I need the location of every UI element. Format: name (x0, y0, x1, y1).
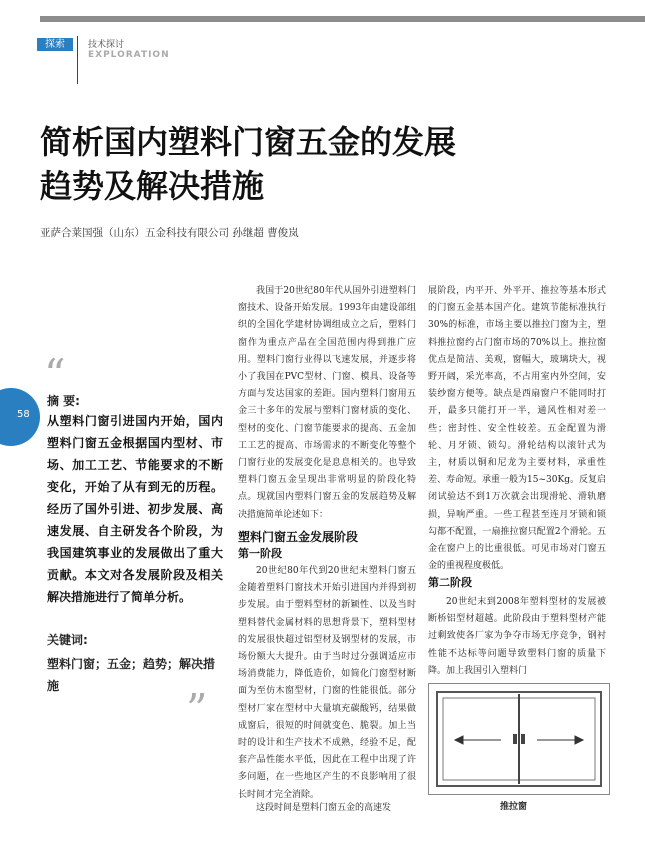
sliding-window-figure (428, 683, 610, 795)
page-number: 58 (17, 409, 30, 420)
open-quote-icon: “ (44, 350, 66, 399)
abstract-label: 摘 要: (47, 394, 80, 408)
authors: 亚萨合莱国强（山东）五金科技有限公司 孙继超 曹俊岚 (40, 227, 299, 239)
article-title (40, 120, 610, 208)
title-line-2: 趋势及解决措施 (40, 167, 265, 205)
header-divider (77, 36, 78, 84)
body-intro (238, 283, 416, 524)
slide-left-arrow (455, 736, 501, 744)
stage1-heading: 第一阶段 (238, 547, 282, 560)
keywords-text: 塑料门窗；五金；趋势；解决措施 (47, 657, 216, 693)
section-heading: 塑料门窗五金发展阶段 (238, 530, 359, 544)
stage1-cont-paragraph: 这段时间是塑料门窗五金的高速发 (256, 803, 392, 813)
stage2-paragraph: 20世纪末到2008年塑料型材的发展被断桥铝型材超越。此阶段由于塑料型材产能过剩致使各厂家为争夺市场无序竞争，钢衬性能不达标等问题导致塑料门窗的质量下降。加上我国引入塑料门 (428, 597, 606, 676)
sliding-window-diagram (429, 684, 609, 794)
stage2-body (428, 594, 606, 680)
section-tag: 探索 (37, 38, 73, 51)
top-bar (40, 16, 645, 22)
column-2-paragraph: 展阶段，内平开、外平开、推拉等基本形式的门窗五金基本国产化。建筑节能标准执行30%的标准，市场主要以推拉门窗为主，塑料推拉窗约占门窗市场的70%以上。推拉窗优点是简洁、美观，窗幅大，玻璃块大，视野开阔，采光率高，不占用室内外空间，安装纱窗方便等。缺点是西扇窗户不能同时打开，最多只能打开一半，通风性相对差一些；密封性、安全性较差。五金配置为滑轮、月牙锁、锁勾。滑轮结构以滚针式为主，材质以铜和尼龙为主要材料，承重性差、寿命短。承重一般为15~30Kg。反复启闭试验达不到1万次就会出现滑轮、滑轨磨损，异响严重。一些工程甚至连月牙锁和锁勾都不配置，一扇推拉窗只配置2个滑轮。五金在窗户上的比重很低。可见市场对门窗五金的重视程度极低。 (428, 286, 606, 572)
intro-paragraph: 我国于20世纪80年代从国外引进塑料门窗技术、设备开始发展。1993年由建设部组织的全国化学建材协调组成立之后，塑料门窗作为重点产品在全国范围内得到推广应用。塑料门窗行业得以飞速发展，并逐步将小了我国在PVC型材、门窗、模具、设备等方面与发达国家的差距。国内塑料门窗用五金三十多年的发展与塑料门窗材质的变化、型材的变化、门窗节能要求的提高、五金加工工艺的提高、市场需求的不断变化等整个门窗行业的发展变化是息息相关的。也导致塑料门窗五金呈现出非常明显的阶段化特点。现就国内塑料门窗五金的发展趋势及解决措施简单论述如下： (238, 286, 416, 520)
slide-right-arrow (537, 736, 583, 744)
figure-caption: 推拉窗 (500, 802, 528, 812)
abstract-text: 从塑料门窗引进国内开始，国内塑料门窗五金根据国内型材、市场、加工工艺、节能要求的不断变化，开始了从有到无的历程。经历了国外引进、初步发展、高速发展、自主研发各个阶段，为我国建筑事业的发展做出了重大贡献。本文对各发展阶段及相关解决措施进行了简单分析。 (47, 414, 223, 604)
section-name-en: EXPLORATION (88, 50, 170, 60)
close-quote-icon: ” (186, 685, 208, 734)
stage1-continued (238, 800, 416, 817)
stage2-heading: 第二阶段 (428, 576, 472, 589)
column-2-body (428, 283, 606, 575)
stage1-body (238, 563, 416, 804)
title-line-1: 简析国内塑料门窗五金的发展 (40, 123, 457, 161)
keywords-label: 关键词: (47, 633, 88, 647)
stage1-paragraph: 20世纪80年代到20世纪末塑料门窗五金随着塑料门窗技术开始引进国内并得到初步发展。由于塑料型材的新颖性、以及当时塑料替代金属材料的思想背景下，塑料型材的发展很快超过铝型材及钢型材的发展，市场份额大大提升。由于当时过分强调适应市场消费能力，降低造价，如简化门窗型材断面为至仿木窗型材，门窗的性能很低。部分型材厂家在型材中大量填充碳酸钙，结果做成窗后，很短的时间就变色、脆裂。加上当时的设计和生产技术不成熟，经验不足，配套产品性能水平低，因此在工程中出现了许多问题，在一些地区产生的不良影响用了很长时间才完全消除。 (238, 566, 416, 800)
section-name-cn: 技术探讨 (88, 40, 125, 50)
